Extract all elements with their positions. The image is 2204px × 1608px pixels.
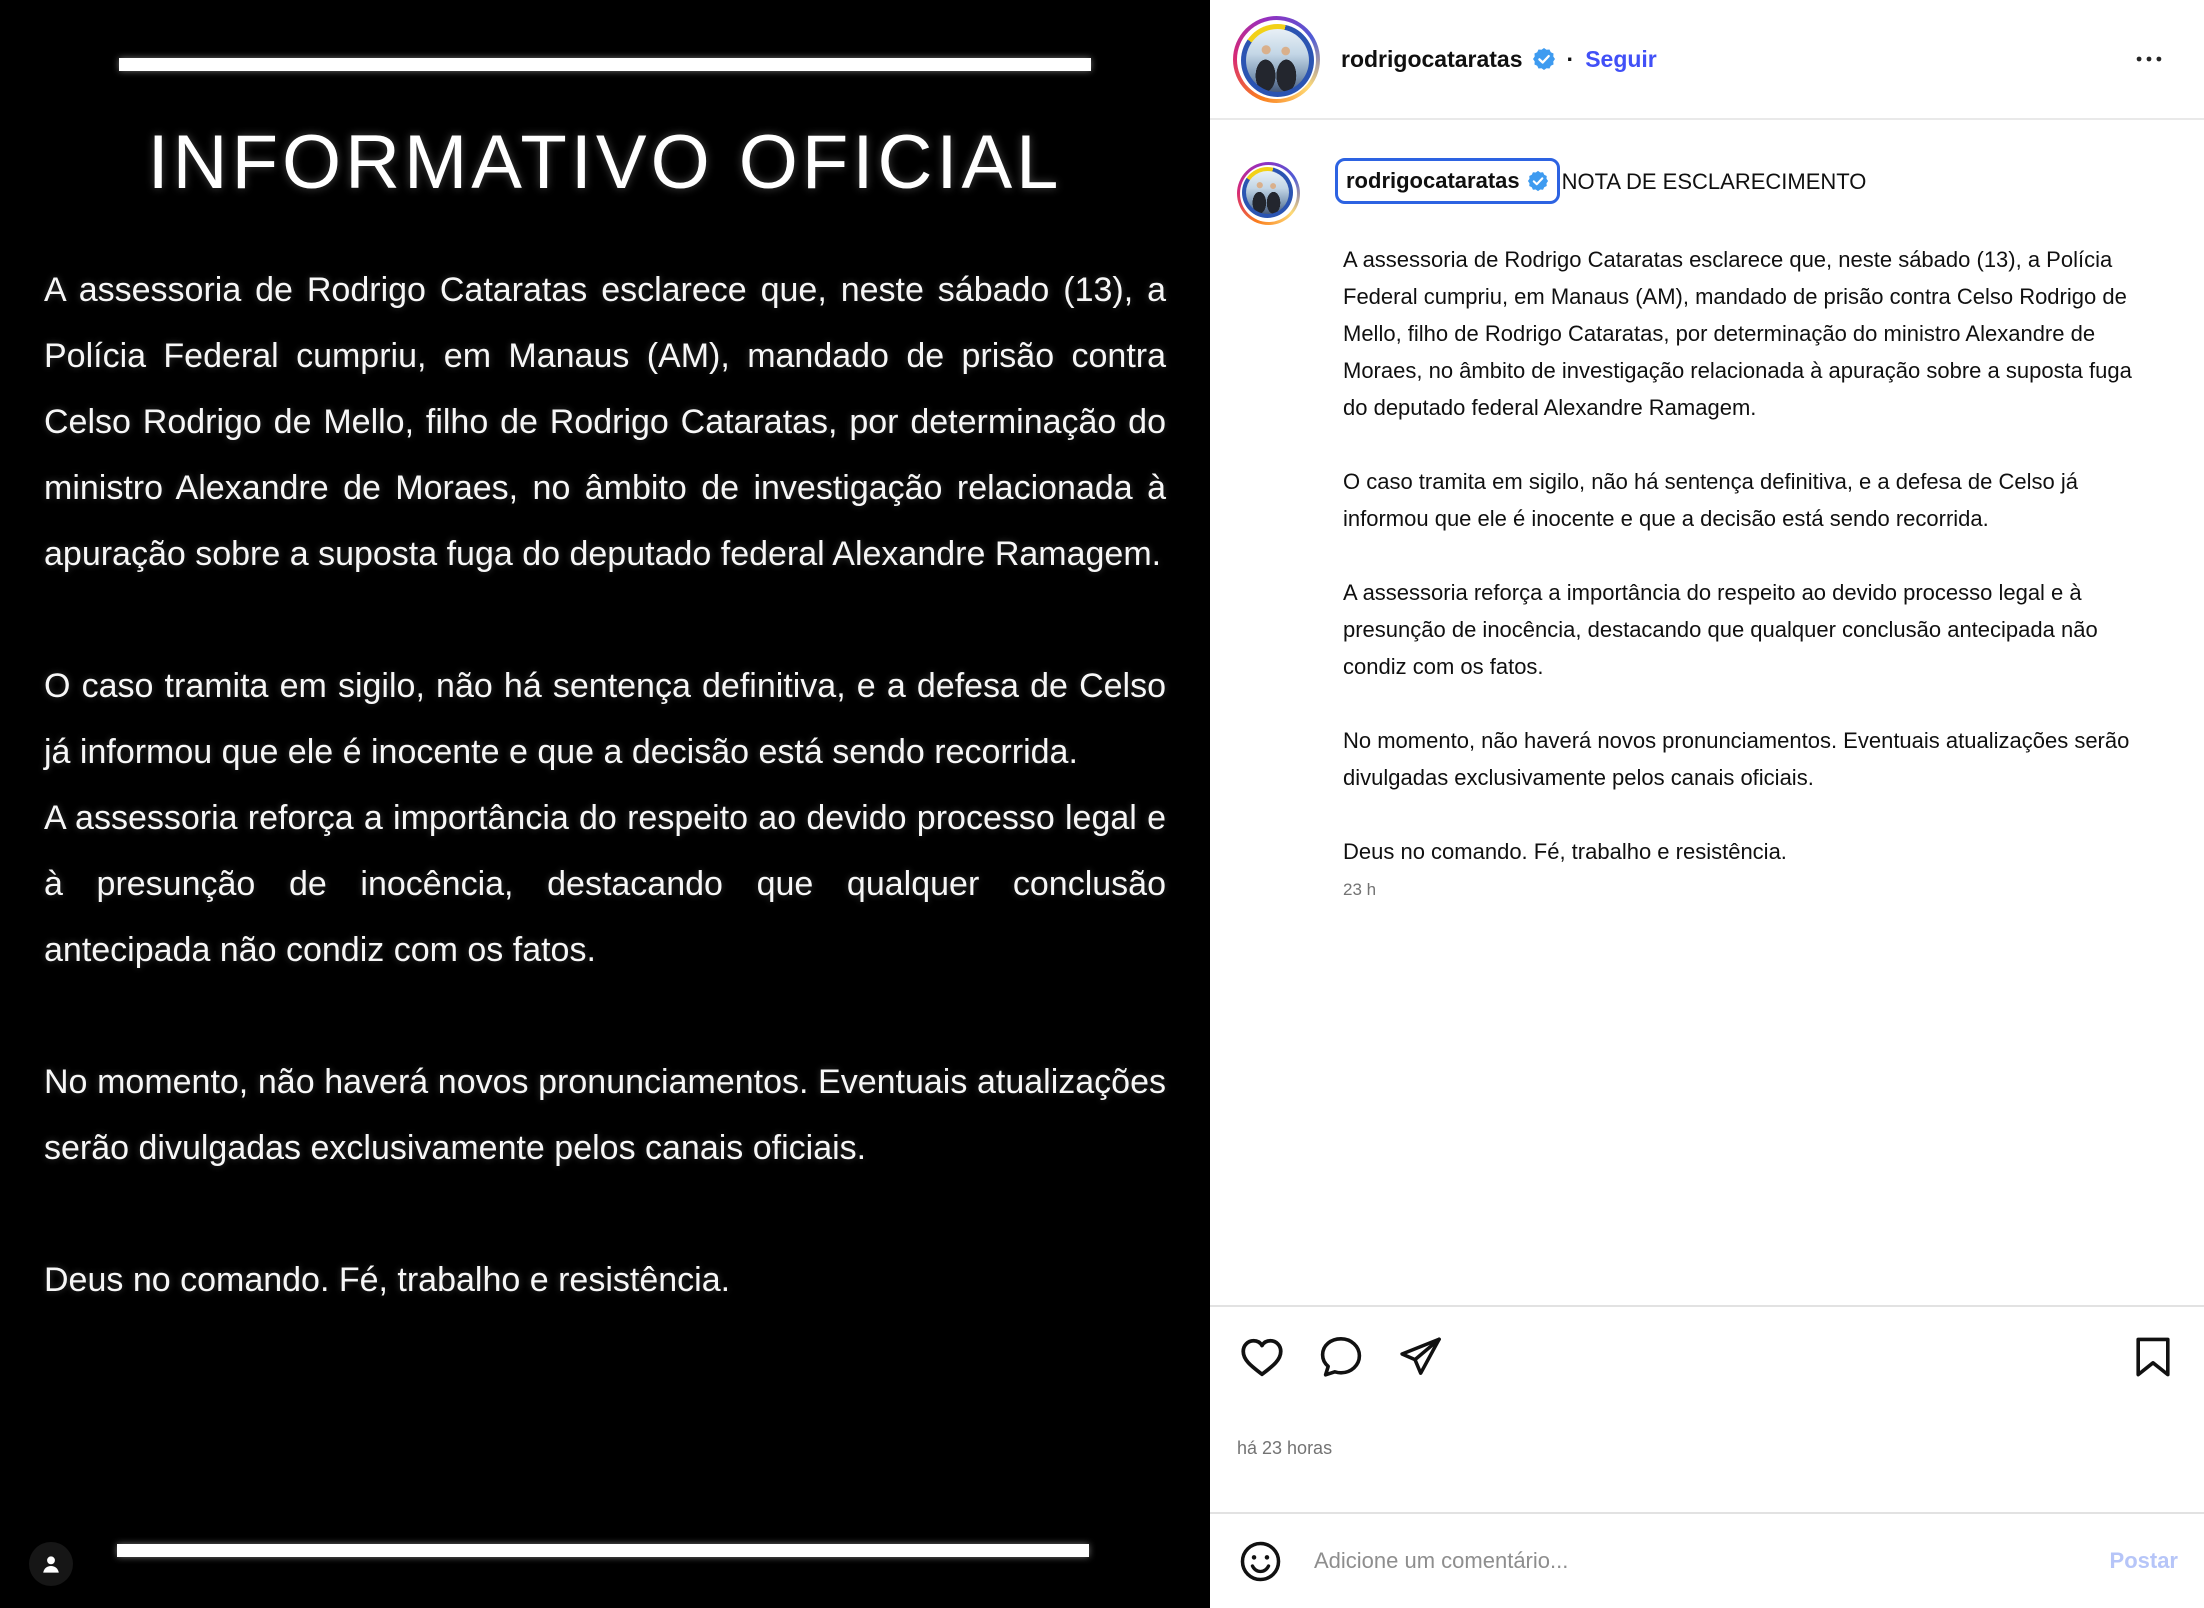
avatar-photo [1246,171,1289,214]
decorative-bottom-rule [117,1544,1089,1557]
post-comment-button[interactable]: Postar [2109,1548,2178,1573]
avatar-ring-gap [1240,165,1297,222]
image-paragraph: O caso tramita em sigilo, não há sentença definitiva, e a defesa de Celso já informou que ele é inocente e que a decisão está sendo recorrida. [44,666,1166,771]
image-title: INFORMATIVO OFICIAL [147,120,1063,205]
caption-first-line [1343,162,2153,204]
heart-icon[interactable] [1237,1332,1287,1382]
caption-username-link[interactable] [1335,158,1560,204]
post-header [1210,0,2204,120]
emoji-icon[interactable] [1237,1538,1284,1585]
action-icons-row [1237,1332,2178,1382]
separator-dot: · [1566,45,1575,72]
header-username[interactable]: rodrigocataratas [1341,45,1523,72]
comment-icon[interactable] [1316,1332,1366,1382]
posted-time: há 23 horas [1237,1438,1333,1458]
person-icon [38,1551,64,1577]
caption-paragraph: No momento, não haverá novos pronunciamentos. Eventuais atualizações serão divulgadas exclusivamente pelos canais oficiais. [1343,728,2130,790]
decorative-top-rule [119,58,1091,71]
caption-paragraph: O caso tramita em sigilo, não há sentença definitiva, e a defesa de Celso já informou que ele é inocente e que a decisão está sendo recorrida. [1343,469,2078,531]
avatar-frame [1241,24,1314,97]
caption-body [1343,162,2153,1305]
image-paragraph: A assessoria reforça a importância do respeito ao devido processo legal e à presunção de inocência, destacando que qualquer conclusão antecipada não condiz com os fatos. [44,798,1166,969]
image-paragraph: No momento, não haverá novos pronunciamentos. Eventuais atualizações serão divulgadas exclusivamente pelos canais oficiais. [44,1062,1166,1167]
avatar-ring-gap [1237,20,1316,99]
image-paragraph: A assessoria de Rodrigo Cataratas esclarece que, neste sábado (13), a Polícia Federal cumpriu, em Manaus (AM), mandado de prisão contra Celso Rodrigo de Mello, filho de Rodrigo Cataratas, por determinação do ministro Alexandre de Moraes, no âmbito de investigação relacionada à apuração sobre a suposta fuga do deputado federal Alexandre Ramagem. [44,270,1166,573]
actions-section [1210,1305,2204,1512]
caption-paragraph: A assessoria de Rodrigo Cataratas esclarece que, neste sábado (13), a Polícia Federal cumpriu, em Manaus (AM), mandado de prisão contra Celso Rodrigo de Mello, filho de Rodrigo Cataratas, por determinação do ministro Alexandre de Moraes, no âmbito de investigação relacionada à apuração sobre a suposta fuga do deputado federal Alexandre Ramagem. [1343,247,2132,420]
more-options-icon[interactable] [2124,34,2174,84]
verified-badge-icon [1527,170,1549,192]
avatar-frame [1242,167,1293,218]
caption-paragraph: Deus no comando. Fé, trabalho e resistência. [1343,839,1787,864]
profile-avatar[interactable] [1233,16,1320,103]
comment-composer [1210,1512,2204,1608]
post-detail-panel [1210,0,2204,1608]
caption-timestamp: 23 h [1343,880,1377,899]
image-statement-text [44,257,1166,1313]
caption-area [1210,120,2204,1305]
header-user-row [1341,46,1657,73]
bookmark-icon[interactable] [2128,1332,2178,1382]
tagged-people-button[interactable] [29,1542,73,1586]
comment-input[interactable] [1314,1548,2080,1574]
share-icon[interactable] [1395,1332,1445,1382]
caption-avatar[interactable] [1237,162,1300,225]
image-paragraph: Deus no comando. Fé, trabalho e resistência. [44,1260,731,1299]
verified-badge-icon [1532,47,1556,71]
caption-username: rodrigocataratas [1346,168,1520,193]
caption-headline: NOTA DE ESCLARECIMENTO [1561,168,1867,194]
follow-button[interactable]: Seguir [1585,45,1657,72]
caption-paragraph: A assessoria reforça a importância do respeito ao devido processo legal e à presunção de inocência, destacando que qualquer conclusão antecipada não condiz com os fatos. [1343,580,2098,679]
avatar-photo [1246,29,1309,92]
